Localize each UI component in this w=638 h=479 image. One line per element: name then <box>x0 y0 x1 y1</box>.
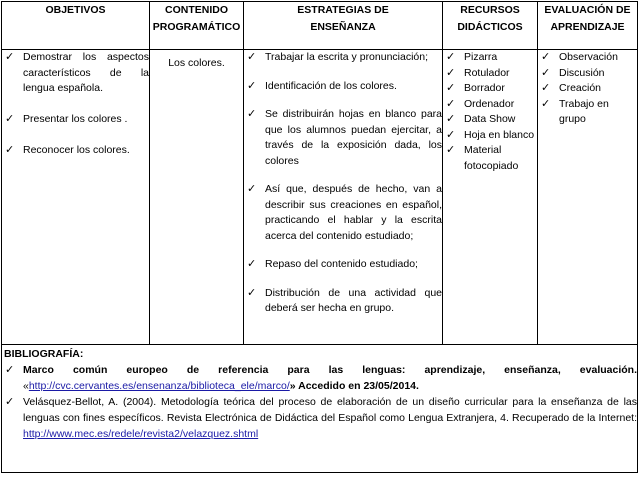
bibliography-item <box>2 362 637 394</box>
checkmark-icon: ✓ <box>446 113 456 125</box>
list-item: ✓ Data Show <box>443 112 537 128</box>
checkmark-icon: ✓ <box>5 364 15 376</box>
list-item: ✓ Reconocer los colores. <box>2 143 149 159</box>
list-item: ✓ Borrador <box>443 81 537 97</box>
list-item: ✓ Discusión <box>538 66 637 82</box>
list-item: ✓ Trabajo en grupo <box>541 97 609 125</box>
list-item: ✓ Rotulador <box>443 66 537 82</box>
checkmark-icon: ✓ <box>247 183 257 195</box>
reference-link[interactable]: http://www.mec.es/redele/revista2/velazquez.shtml <box>23 428 259 440</box>
checkmark-icon: ✓ <box>446 144 456 156</box>
list-item: ✓ Repaso del contenido estudiado; <box>244 257 442 273</box>
estrategias-list <box>244 50 442 317</box>
checkmark-icon: ✓ <box>541 66 551 79</box>
open-quote: « <box>23 380 29 392</box>
evaluacion-cell <box>538 50 638 345</box>
checkmark-icon: ✓ <box>5 144 15 156</box>
recursos-list <box>443 50 537 174</box>
checkmark-icon: ✓ <box>541 82 551 94</box>
list-item: ✓ Material fotocopiado <box>446 144 519 172</box>
list-item: ✓ Ordenador <box>443 97 537 113</box>
list-item: ✓ Demostrar los aspectos característicos de la lengua española. <box>5 51 149 94</box>
reference-accessed: » Accedido en 23/05/2014. <box>289 380 419 392</box>
lesson-plan-table <box>1 1 638 473</box>
checkmark-icon: ✓ <box>247 51 257 63</box>
evaluacion-list <box>538 50 637 128</box>
bibliography-title: BIBLIOGRAFÍA: <box>4 348 84 360</box>
checkmark-icon: ✓ <box>5 51 15 63</box>
checkmark-icon: ✓ <box>446 97 456 110</box>
bibliography-row <box>2 345 638 473</box>
estrategias-cell <box>244 50 443 345</box>
header-estrategias: ESTRATEGIAS DE ENSEÑANZA <box>244 2 443 50</box>
content-row <box>2 50 638 345</box>
objetivos-list <box>2 50 149 159</box>
bibliography-item <box>2 394 637 442</box>
reference-text: Velásquez-Bellot, A. (2004). Metodología teórica del proceso de elaboración de un diseño curricular para la enseñanza de las lenguas con fines específicos. Revista Electrónica de Didáctica del Español como Lengua Extranjera, 4. Recuperado de la Internet: <box>23 396 637 424</box>
contenido-text: Los colores. <box>168 57 225 69</box>
checkmark-icon: ✓ <box>247 108 257 120</box>
checkmark-icon: ✓ <box>446 82 456 94</box>
objetivos-cell <box>2 50 150 345</box>
header-evaluacion: EVALUACIÓN DE APRENDIZAJE <box>538 2 638 50</box>
checkmark-icon: ✓ <box>5 396 15 408</box>
checkmark-icon: ✓ <box>5 112 15 125</box>
reference-title: Marco común europeo de referencia para las lenguas: aprendizaje, enseñanza, evaluación. <box>23 364 637 376</box>
recursos-cell <box>443 50 538 345</box>
contenido-cell <box>150 50 244 345</box>
header-objetivos: OBJETIVOS <box>2 2 150 50</box>
list-item: ✓ Se distribuirán hojas en blanco para que los alumnos puedan ejercitar, a través de la exposición dada, los colores <box>247 108 442 167</box>
header-row <box>2 2 638 50</box>
list-item: ✓ Trabajar la escrita y pronunciación; <box>244 50 442 66</box>
list-item: ✓ Hoja en blanco <box>443 128 537 144</box>
list-item: ✓ Presentar los colores . <box>2 112 149 128</box>
bibliography-list <box>2 362 637 442</box>
list-item: ✓ Creación <box>538 81 637 97</box>
list-item: ✓ Identificación de los colores. <box>244 79 442 95</box>
list-item: ✓ Distribución de una actividad que deberá ser hecha en grupo. <box>247 286 442 314</box>
header-recursos: RECURSOS DIDÁCTICOS <box>443 2 538 50</box>
reference-link[interactable]: http://cvc.cervantes.es/ensenanza/biblioteca_ele/marco/ <box>28 380 290 392</box>
header-contenido: CONTENIDO PROGRAMÁTICO <box>150 2 244 50</box>
checkmark-icon: ✓ <box>541 51 551 63</box>
checkmark-icon: ✓ <box>247 79 257 92</box>
list-item: ✓ Observación <box>538 50 637 66</box>
list-item: ✓ Así que, después de hecho, van a describir sus creaciones en español, practicando el hablar y la escrita acerca del contenido estudiado; <box>247 183 442 242</box>
checkmark-icon: ✓ <box>446 66 456 79</box>
checkmark-icon: ✓ <box>541 97 551 110</box>
checkmark-icon: ✓ <box>446 128 456 141</box>
list-item: ✓ Pizarra <box>443 50 537 66</box>
checkmark-icon: ✓ <box>446 51 456 63</box>
bibliography-cell <box>2 345 638 473</box>
checkmark-icon: ✓ <box>247 258 257 270</box>
checkmark-icon: ✓ <box>247 286 257 299</box>
